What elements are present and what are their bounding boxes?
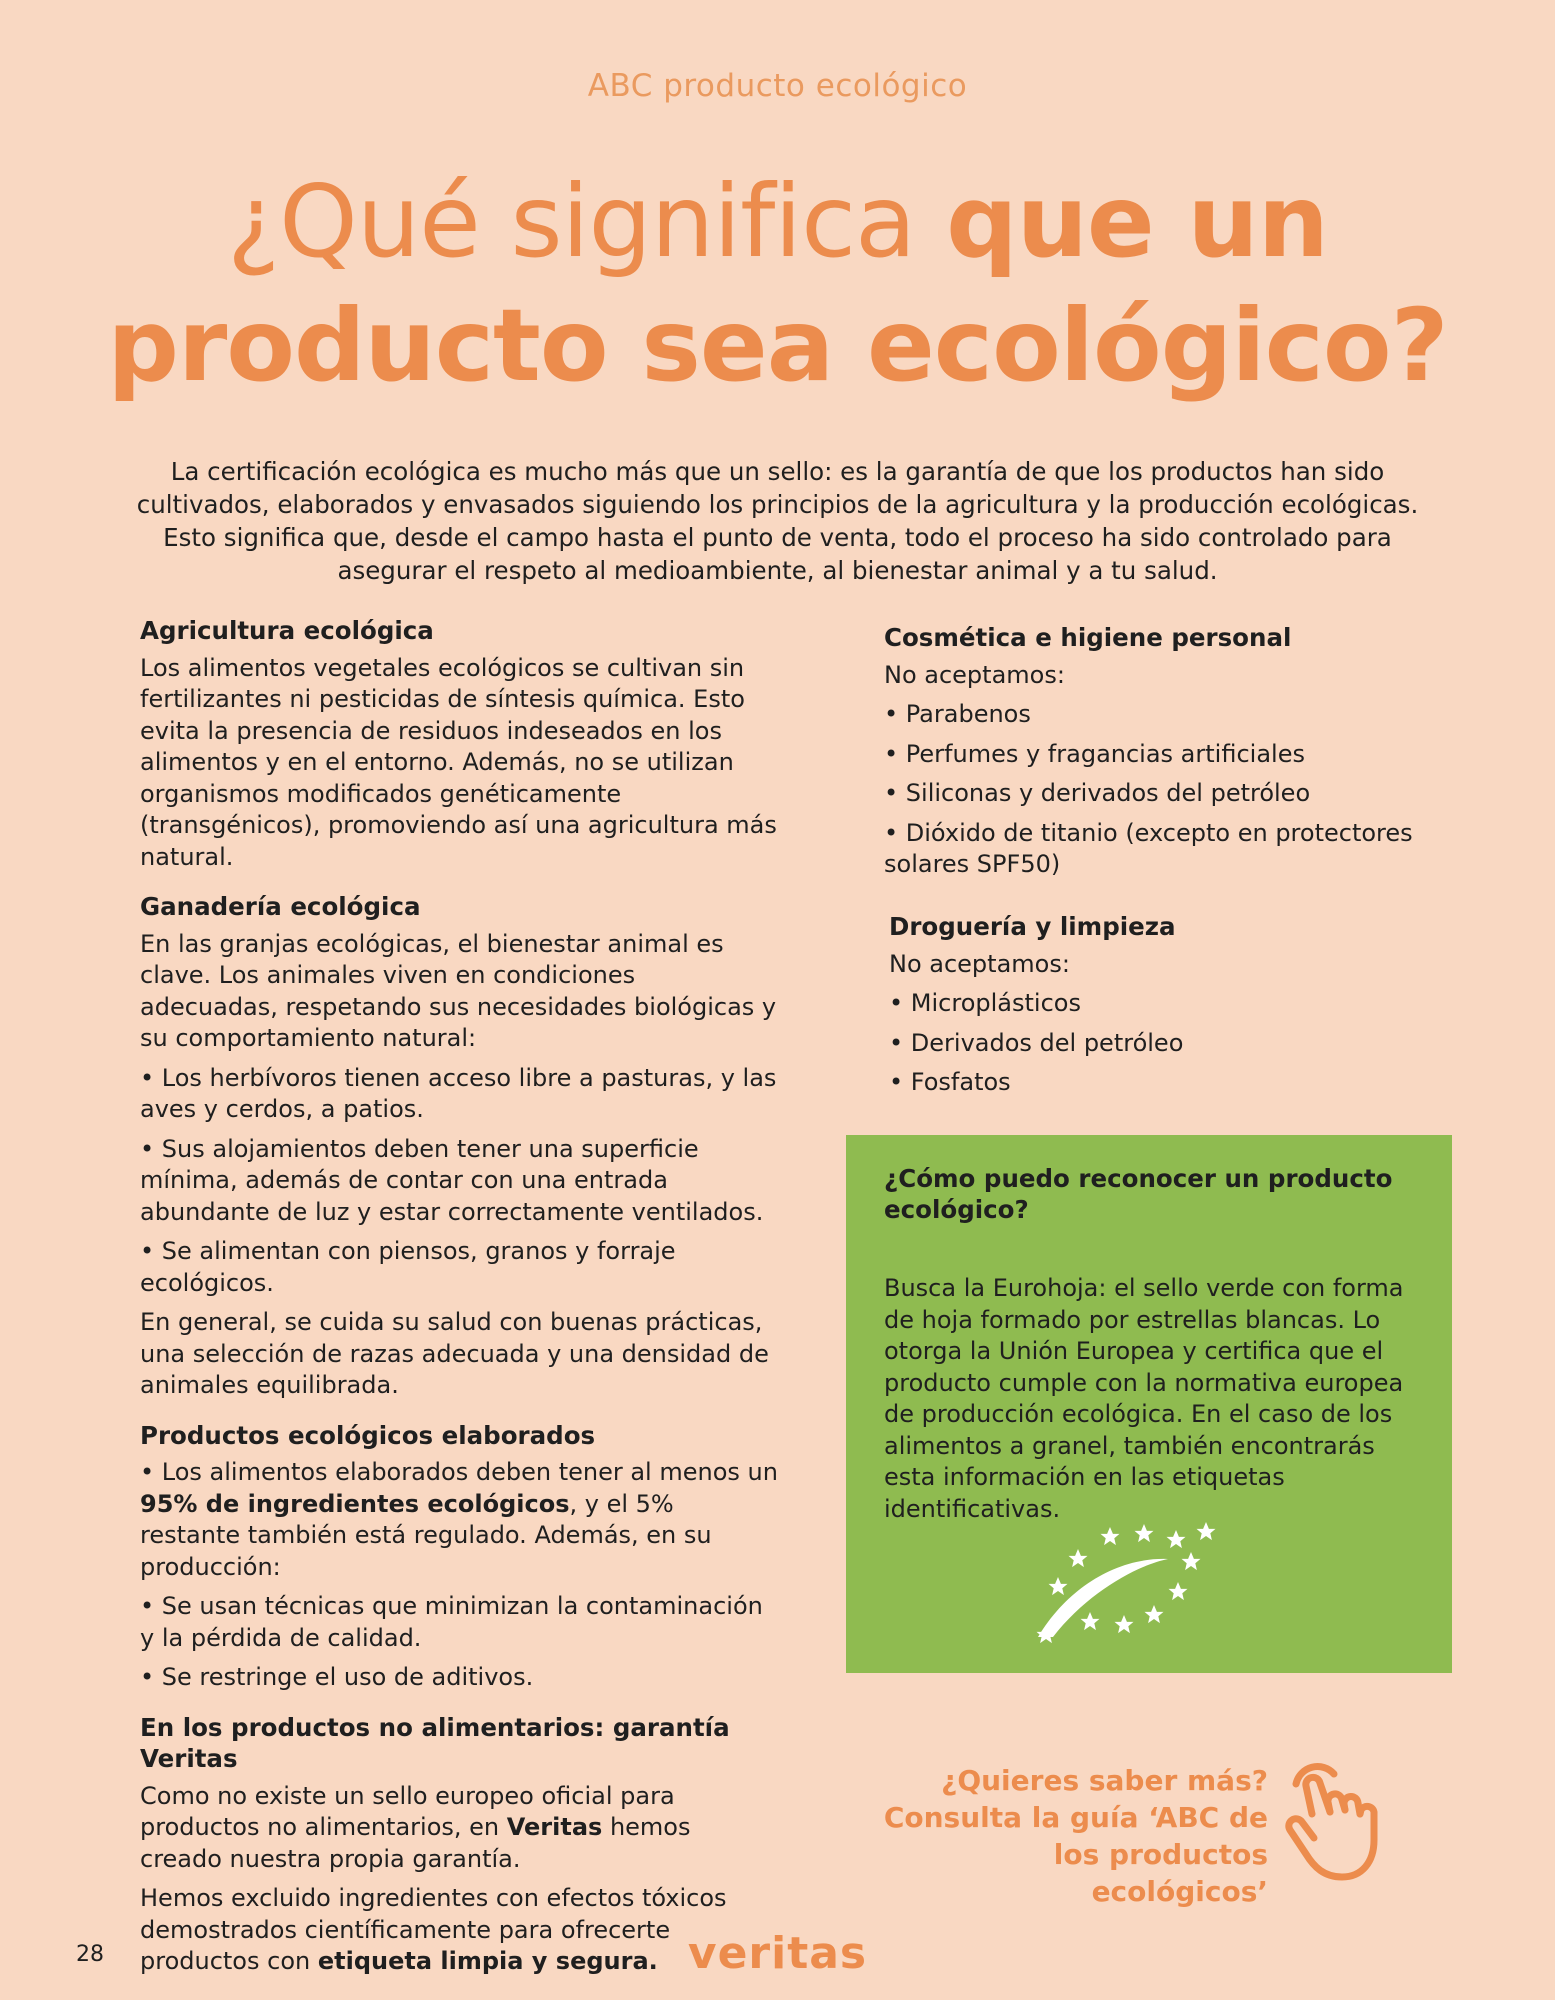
agricultura-heading: Agricultura ecológica [140,616,434,645]
more-info-line-1: ¿Quieres saber más? [941,1764,1268,1797]
elaborados-bullet-2: • Se usan técnicas que minimizan la contaminación y la pérdida de calidad. [140,1592,763,1652]
cosmetica-item-2: • Perfumes y fragancias artificiales [884,739,1305,768]
left-column [140,615,780,1996]
more-info-line-3: los productos ecológicos’ [1053,1838,1268,1908]
cosmetica-item-4: • Dióxido de titanio (excepto en protectores solares SPF50) [884,818,1413,878]
no-alimentarios-p1-post: hemos creado nuestra propia garantía. [140,1813,691,1873]
drogueria-section [889,911,1449,1107]
elaborados-b1-pre: • Los alimentos elaborados deben tener al menos un [140,1458,778,1486]
ganaderia-closing: En general, se cuida su salud con buenas prácticas, una selección de razas adecuada y una densidad de animales equilibrada. [140,1308,769,1399]
elaborados-heading: Productos ecológicos elaborados [140,1420,596,1450]
elaborados-bullet-1 [140,1457,780,1583]
drogueria-heading: Droguería y limpieza [889,912,1176,941]
page-number: 28 [76,1942,104,1967]
more-info-line-2: Consulta la guía ‘ABC de [883,1801,1268,1834]
ganaderia-heading: Ganadería ecológica [140,892,421,921]
no-alimentarios-heading: En los productos no alimentarios: garantía Veritas [140,1712,730,1773]
eu-organic-leaf-icon [1028,1517,1248,1647]
more-info-callout[interactable] [880,1762,1268,1910]
ganaderia-bullet-2: • Sus alojamientos deben tener una superficie mínima, además de contar con una entrada abundante de luz y estar correctamente ventilados. [140,1134,764,1226]
no-alimentarios-p2-pre: Hemos excluido ingredientes con efectos tóxicos demostrados científicamente para ofrecerte productos con [140,1884,727,1975]
no-alimentarios-p1-pre: Como no existe un sello europeo oficial para productos no alimentarios, en [140,1781,675,1841]
cosmetica-heading: Cosmética e higiene personal [884,623,1292,652]
section-label: ABC producto ecológico [587,68,968,104]
elaborados-b1-bold: 95% de ingredientes ecológicos [140,1489,570,1518]
drogueria-item-3: • Fosfatos [889,1068,1011,1096]
page-title [60,160,1495,408]
cosmetica-intro: No aceptamos: [884,660,1065,689]
drogueria-item-2: • Derivados del petróleo [889,1028,1184,1057]
no-alimentarios-p1-bold: Veritas [506,1813,603,1841]
elaborados-section [140,1420,780,1694]
intro-paragraph: La certificación ecológica es mucho más que un sello: es la garantía de que los productos han sido cultivados, elaborados y envasados siguiendo los principios de la agricultura y la producción ecológicas. Esto significa que, desde el campo hasta el punto de venta, todo el proceso ha sido controlado para asegurar el respeto al medioambiente, al bienestar animal y a tu salud. [136,457,1419,585]
eurohoja-question: ¿Cómo puedo reconocer un producto ecológico? [884,1164,1393,1224]
ganaderia-section [140,891,780,1402]
eurohoja-answer: Busca la Eurohoja: el sello verde con forma de hoja formado por estrellas blancas. Lo otorga la Unión Europea y certifica que el producto cumple con la normativa europea de producción ecológica. En el caso de los alimentos a granel, también encontrarás esta información en las etiquetas identificativas. [884,1274,1404,1523]
ganaderia-bullet-3: • Se alimentan con piensos, granos y forraje ecológicos. [140,1237,676,1297]
no-alimentarios-p1 [140,1781,780,1876]
elaborados-b1-post: , y el 5% restante también está regulado. Además, en su producción: [140,1489,712,1581]
title-part-2: que un producto sea ecológico? [107,163,1448,404]
cosmetica-item-3: • Siliconas y derivados del petróleo [884,779,1311,807]
ganaderia-bullet-1: • Los herbívoros tienen acceso libre a pasturas, y las aves y cerdos, a patios. [140,1063,777,1123]
agricultura-body: Los alimentos vegetales ecológicos se cultivan sin fertilizantes ni pesticidas de síntesis química. Esto evita la presencia de residuos indeseados en los alimentos y en el entorno. Además, no se utilizan organismos modificados genéticamente (transgénicos), promoviendo así una agricultura más natural. [140,653,777,871]
eurohoja-info-box [846,1135,1452,1673]
agricultura-section [140,615,780,873]
no-alimentarios-p2-bold: etiqueta limpia y segura. [317,1947,658,1975]
pointing-hand-icon[interactable] [1282,1762,1402,1887]
elaborados-bullet-3: • Se restringe el uso de aditivos. [140,1663,534,1691]
drogueria-intro: No aceptamos: [889,949,1070,978]
title-part-1: ¿Qué significa [227,163,947,280]
drogueria-item-1: • Microplásticos [889,989,1081,1017]
cosmetica-item-1: • Parabenos [884,700,1031,728]
veritas-logo: veritas [687,1928,868,1970]
ganaderia-body: En las granjas ecológicas, el bienestar animal es clave. Los animales viven en condiciones adecuadas, respetando sus necesidades biológicas y su comportamiento natural: [140,929,777,1052]
cosmetica-section [884,622,1444,889]
